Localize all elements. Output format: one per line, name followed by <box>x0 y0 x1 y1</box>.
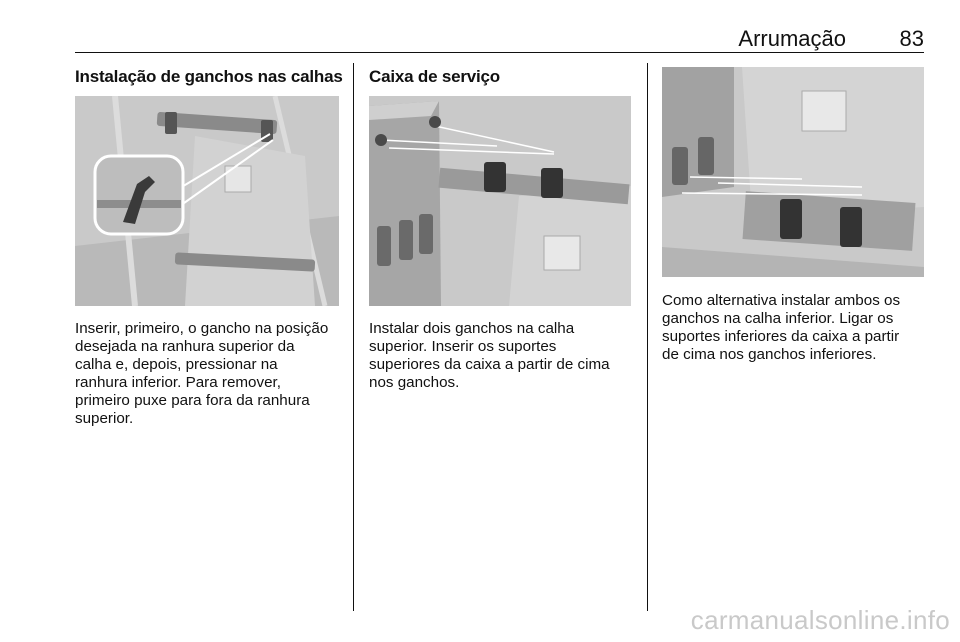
paragraph-line: ranhura inferior. Para remover, <box>75 374 281 391</box>
paragraph-line: superior. Inserir os suportes <box>369 338 557 355</box>
page-number: 83 <box>899 26 924 51</box>
column-divider-2 <box>647 63 648 611</box>
paragraph-line: de cima nos ganchos inferiores. <box>662 346 877 363</box>
figure-rail-hook-installation <box>75 96 339 306</box>
paragraph-line: nos ganchos. <box>369 374 460 391</box>
paragraph-line: superiores da caixa a partir de cima <box>369 356 610 373</box>
paragraph-service-box <box>369 320 610 392</box>
service-box-lower-illustration <box>662 67 924 277</box>
service-box-upper-illustration <box>369 96 631 306</box>
header-rule <box>75 52 924 53</box>
figure-service-box-lower-rail <box>662 67 924 277</box>
rail-hook-illustration <box>75 96 339 306</box>
paragraph-line: ganchos na calha inferior. Ligar os <box>662 310 894 327</box>
paragraph-line: desejada na ranhura superior da <box>75 338 295 355</box>
paragraph-line: primeiro puxe para fora da ranhura <box>75 392 310 409</box>
page-header <box>75 26 924 52</box>
paragraph-line: Instalar dois ganchos na calha <box>369 320 575 337</box>
paragraph-lower-rail <box>662 292 900 364</box>
paragraph-line: Inserir, primeiro, o gancho na posição <box>75 320 329 337</box>
paragraph-line: suportes inferiores da caixa a partir <box>662 328 900 345</box>
section-heading-rails: Instalação de ganchos nas calhas <box>75 67 343 86</box>
watermark: carmanualsonline.info <box>690 605 950 635</box>
figure-service-box-upper-rail <box>369 96 631 306</box>
section-title: Arrumação <box>738 26 846 51</box>
paragraph-line: Como alternativa instalar ambos os <box>662 292 901 309</box>
section-heading-service-box: Caixa de serviço <box>369 67 500 86</box>
paragraph-line: calha e, depois, pressionar na <box>75 356 278 373</box>
paragraph-rails <box>75 320 328 428</box>
paragraph-line: superior. <box>75 410 134 427</box>
column-divider-1 <box>353 63 354 611</box>
